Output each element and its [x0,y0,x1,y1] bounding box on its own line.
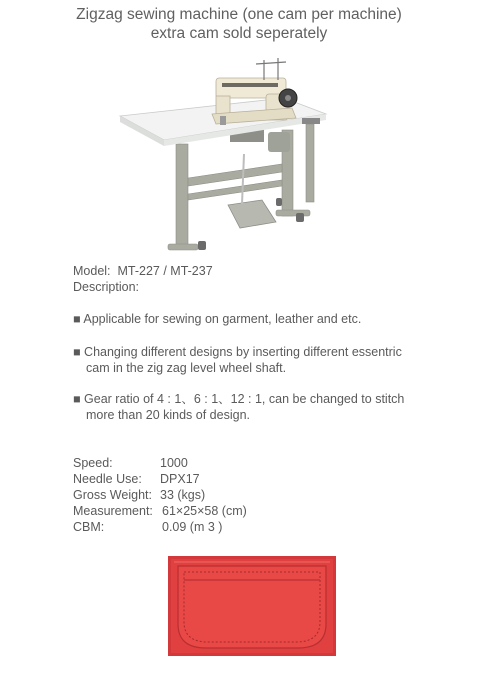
bullet-square-icon: ■ [73,345,81,359]
model-label: Model: [73,264,111,278]
title-line-1: Zigzag sewing machine (one cam per machine) [76,6,402,23]
bullet-text: Gear ratio of 4 : 1、6 : 1、12 : 1, can be changed to stitch [84,392,405,406]
red-fabric-pocket-sample [168,556,336,656]
spec-label: Speed: [73,456,113,470]
spec-row-cbm [73,520,333,536]
page-title [0,5,478,43]
bullet-square-icon: ■ [73,392,81,406]
bullet-text: Applicable for sewing on garment, leather and etc. [83,312,362,326]
bullet-item [73,345,402,376]
bullet-square-icon: ■ [73,312,81,326]
model-block [73,264,213,295]
spec-label: CBM: [73,520,105,534]
sewing-machine-table-photo [116,58,330,256]
spec-row-weight [73,488,333,504]
title-line-2: extra cam sold seperately [150,25,328,42]
spec-row-measurement [73,504,333,520]
spec-label: Needle Use: [73,472,142,486]
spec-value: 61×25×58 (cm) [162,504,247,518]
spec-list [73,456,333,536]
bullet-item [73,312,361,328]
description-label: Description: [73,279,139,294]
spec-value: 33 (kgs) [160,488,206,502]
bullet-item [73,392,404,423]
spec-label: Gross Weight: [73,488,152,502]
spec-row-needle [73,472,333,488]
spec-value: 0.09 (m 3 ) [162,520,223,534]
spec-value: 1000 [160,456,188,470]
model-value: MT-227 / MT-237 [117,264,213,278]
bullet-text: more than 20 kinds of design. [86,407,250,422]
spec-row-speed [73,456,333,472]
spec-value: DPX17 [160,472,200,486]
spec-label: Measurement: [73,504,153,518]
bullet-text: cam in the zig zag level wheel shaft. [86,360,287,375]
bullet-text: Changing different designs by inserting different essentric [84,345,402,359]
